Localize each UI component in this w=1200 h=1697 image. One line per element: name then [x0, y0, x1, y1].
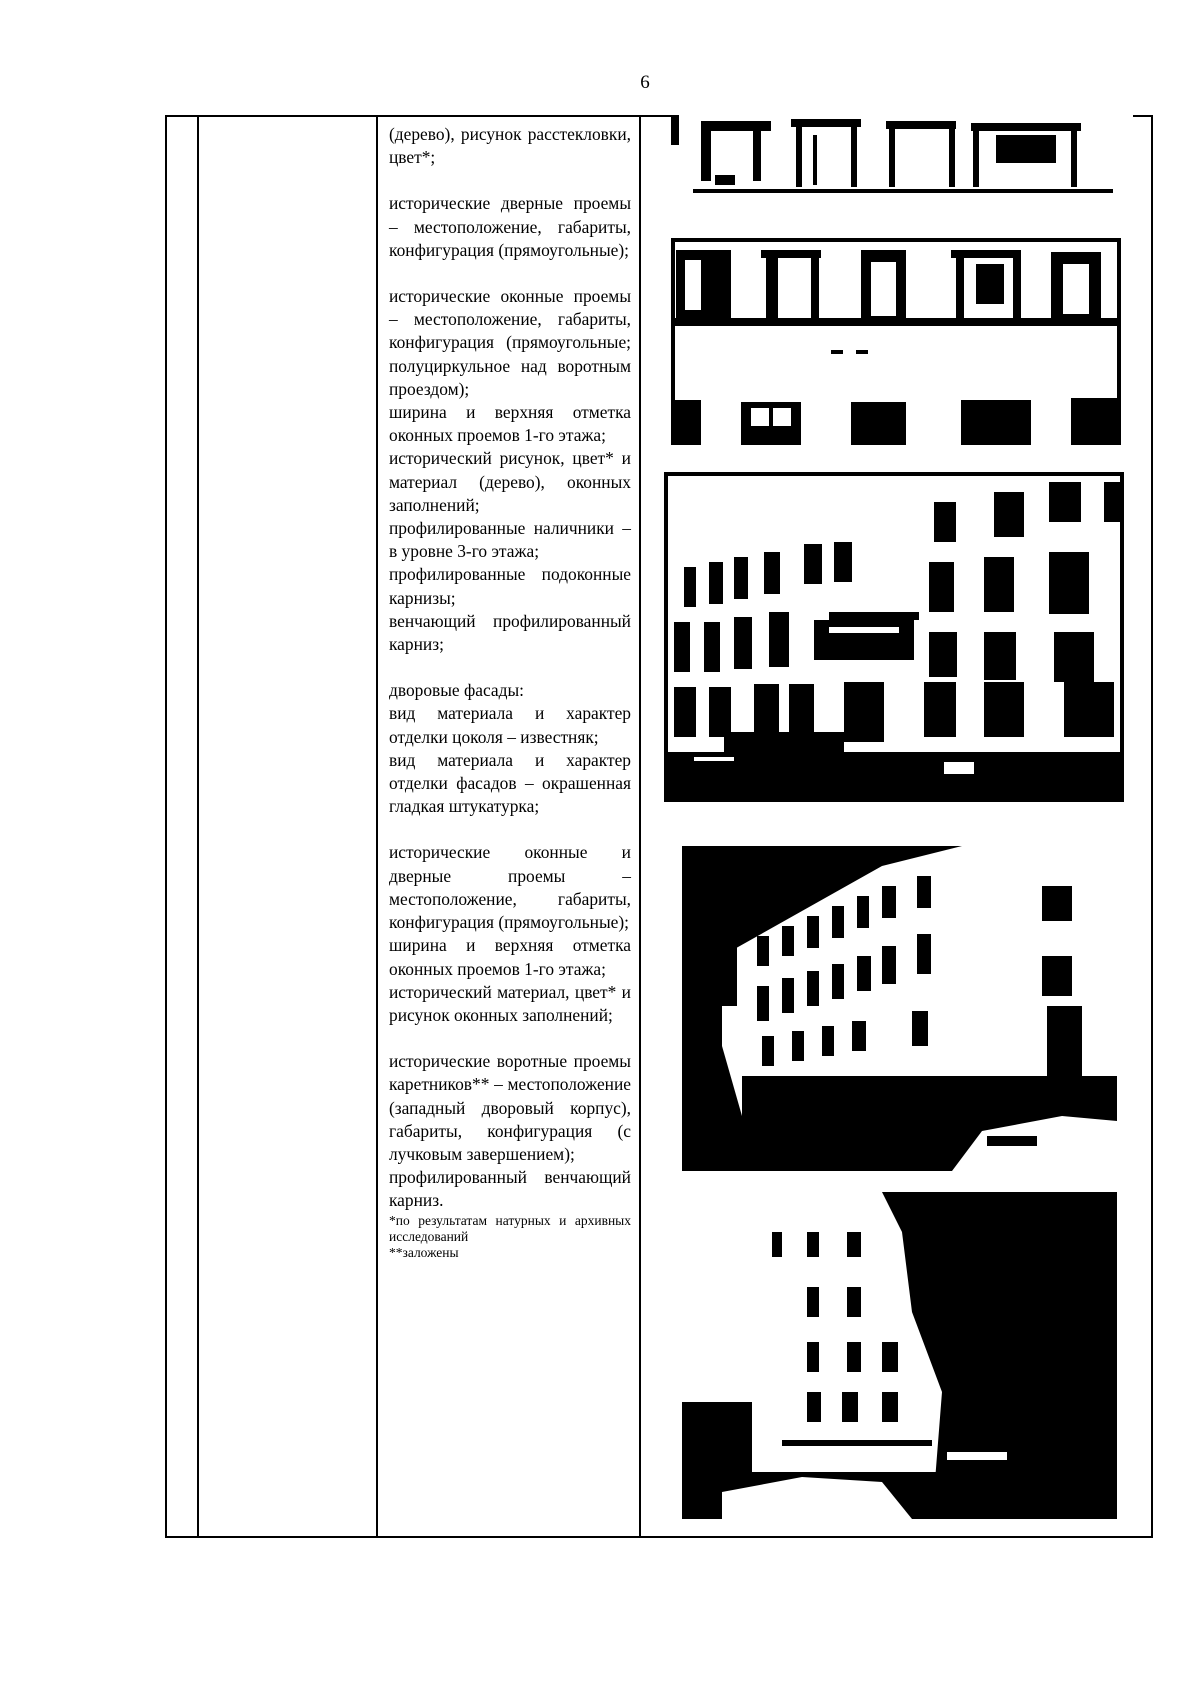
photo-facade-balcony: [664, 472, 1124, 802]
requirement-item: исторический материал, цвет* и рисунок оконных заполнений;: [389, 981, 631, 1025]
paragraph-gap: [389, 1027, 631, 1050]
requirement-item: вид материала и характер отделки фасадов – окрашенная гладкая штукатурка;: [389, 749, 631, 817]
photo-facade-ground-floor: [671, 230, 1121, 445]
column-divider: [197, 117, 199, 1536]
requirement-item: исторические воротные проемы каретников** – местоположение (западный дворовый корпус), габариты, конфигурация (с лучковым завершением);: [389, 1051, 631, 1164]
requirement-item: ширина и верхняя отметка оконных проемов 1-го этажа;: [389, 935, 631, 979]
requirements-list: [389, 123, 631, 1213]
requirement-item: исторические дверные проемы – местоположение, габариты, конфигурация (прямоугольные);: [389, 193, 631, 260]
requirement-item: венчающий профилированный карниз;: [389, 610, 631, 655]
requirement-item: дворовые фасады:: [389, 680, 524, 701]
photo-courtyard-facade: [682, 846, 1117, 1171]
page-number: 6: [640, 72, 650, 93]
photo-window-strip: [671, 115, 1133, 205]
paragraph-gap: [389, 262, 631, 285]
paragraph-gap: [389, 656, 631, 679]
requirement-item: исторический рисунок, цвет* и материал (дерево), оконных заполнений;: [389, 448, 631, 515]
requirement-item: (дерево), рисунок расстекловки, цвет*;: [389, 124, 631, 168]
requirement-item: исторические оконные и дверные проемы – местоположение, габариты, конфигурация (прямоугольные);: [389, 842, 631, 933]
requirement-item: исторические оконные проемы – местоположение, габариты, конфигурация (прямоугольные; полуциркульное над воротным проездом);: [389, 286, 631, 399]
column-divider: [639, 117, 641, 1536]
photo-courtyard-tree: [682, 1192, 1117, 1519]
requirements-text: [389, 123, 631, 1261]
footnote: *по результатам натурных и архивных исследований: [389, 1212, 631, 1244]
column-divider: [376, 117, 378, 1536]
paragraph-gap: [389, 818, 631, 841]
paragraph-gap: [389, 169, 631, 192]
requirement-item: ширина и верхняя отметка оконных проемов 1-го этажа;: [389, 402, 631, 446]
requirement-item: вид материала и характер отделки цоколя – известняк;: [389, 703, 631, 747]
requirement-item: профилированные наличники – в уровне 3-го этажа;: [389, 518, 631, 562]
requirements-table: [165, 115, 1153, 1538]
footnotes: [389, 1213, 631, 1261]
requirement-item: профилированные подоконные карнизы;: [389, 564, 631, 608]
footnote: **заложены: [389, 1244, 459, 1260]
requirement-item: профилированный венчающий карниз.: [389, 1167, 631, 1211]
